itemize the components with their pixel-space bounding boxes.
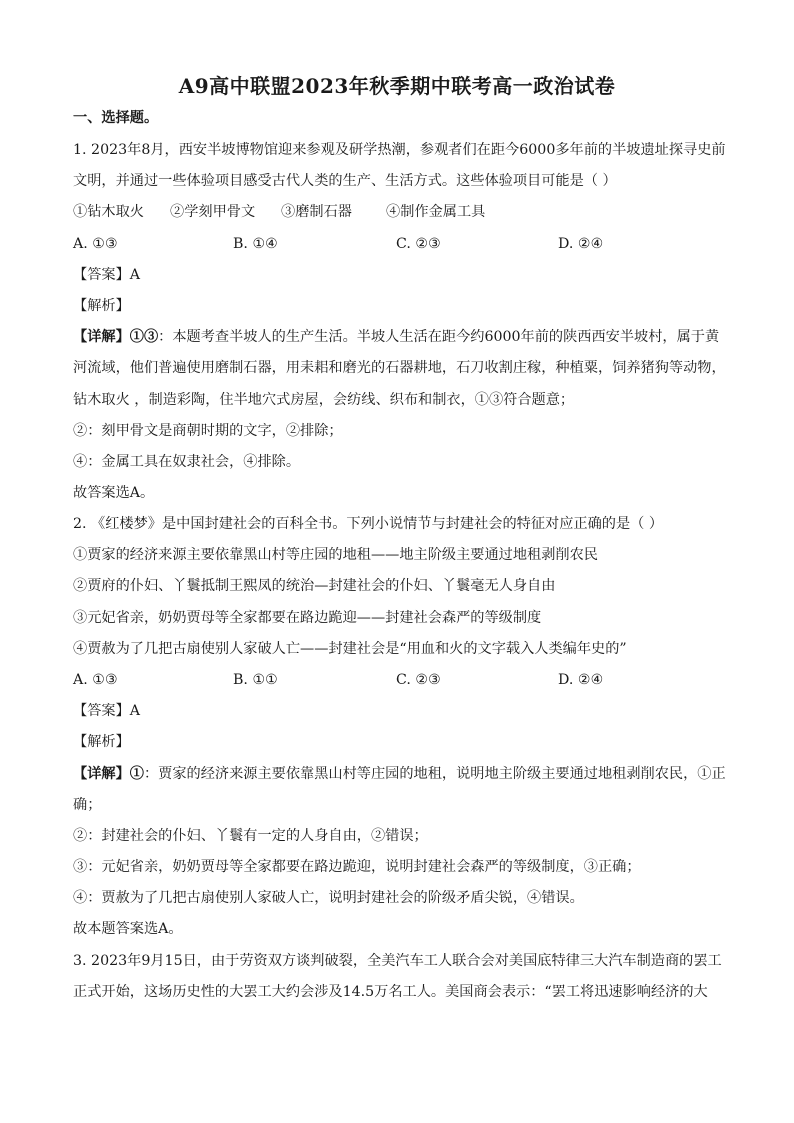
- q2-detail-line-1: [73, 764, 733, 784]
- q1-choice-c: C. ②③: [396, 236, 441, 252]
- q1-item-3: ③磨制石器: [281, 204, 352, 220]
- q2-detail-label: 【详解】①: [73, 766, 144, 782]
- q2-conclusion: 故本题答案选A。: [73, 921, 183, 937]
- q1-analysis-label: 【解析】: [73, 298, 130, 314]
- q2-stem-line-1: 2. 《红楼梦》是中国封建社会的百科全书。下列小说情节与封建社会的特征对应正确的是（ ）: [73, 516, 664, 532]
- q3-stem-line-1: 3. 2023年9月15日，由于劳资双方谈判破裂，全美汽车工人联合会对美国底特律三大汽车制造商的罢工: [73, 953, 722, 969]
- q1-stem-line-2: 文明，并通过一些体验项目感受古代人类的生产、生活方式。这些体验项目可能是（ ）: [73, 173, 617, 189]
- q2-answer: 【答案】A: [73, 703, 140, 719]
- q1-detail-line-5: ④：金属工具在奴隶社会，④排除。: [73, 454, 301, 470]
- q1-choice-b: B. ①④: [233, 236, 278, 252]
- q2-item-1: ①贾家的经济来源主要依靠黑山村等庄园的地租——地主阶级主要通过地租剥削农民: [73, 547, 598, 563]
- q1-conclusion: 故答案选A。: [73, 485, 155, 501]
- q1-stem-line-1: 1. 2023年8月，西安半坡博物馆迎来参观及研学热潮，参观者们在距今6000多年前的半坡遗址探寻史前: [73, 142, 726, 158]
- q2-detail-line-4: ③：元妃省亲，奶奶贾母等全家都要在路边跪迎，说明封建社会森严的等级制度，③正确；: [73, 859, 641, 875]
- q2-item-4: ④贾赦为了几把古扇使别人家破人亡——封建社会是“用血和火的文字载入人类编年史的”: [73, 641, 627, 657]
- q1-detail-line-3: 钻木取火 ，制造彩陶，住半地穴式房屋，会纺线、织布和制衣，①③符合题意；: [73, 392, 575, 408]
- q2-analysis-label: 【解析】: [73, 734, 130, 750]
- q1-detail-label: 【详解】①③: [73, 329, 159, 345]
- q1-item-4: ④制作金属工具: [386, 204, 486, 220]
- q1-choice-a: A. ①③: [73, 236, 118, 252]
- q2-choice-b: B. ①①: [233, 672, 278, 688]
- q2-choice-a: A. ①③: [73, 672, 118, 688]
- q1-item-2: ②学刻甲骨文: [170, 204, 256, 220]
- q2-detail-text: ：贾家的经济来源主要依靠黑山村等庄园的地租，说明地主阶级主要通过地租剥削农民，①正: [143, 766, 726, 782]
- q2-detail-line-5: ④：贾赦为了几把古扇使别人家破人亡，说明封建社会的阶级矛盾尖锐，④错误。: [73, 890, 584, 906]
- q2-detail-line-3: ②：封建社会的仆妇、丫鬟有一定的人身自由，②错误；: [73, 828, 428, 844]
- q1-detail-line-2: 河流域，他们普遍使用磨制石器，用耒耜和磨光的石器耕地，石刀收割庄稼，种植粟，饲养猪狗等动物，: [73, 360, 726, 376]
- q1-detail-line-4: ②：刻甲骨文是商朝时期的文字，②排除；: [73, 423, 343, 439]
- q1-detail-line-1: [73, 327, 733, 347]
- page-title: A9高中联盟2023年秋季期中联考高一政治试卷: [178, 74, 616, 98]
- q2-item-2: ②贾府的仆妇、丫鬟抵制王熙凤的统治—封建社会的仆妇、丫鬟毫无人身自由: [73, 578, 556, 594]
- section-heading: 一、选择题。: [73, 110, 159, 126]
- q1-item-1: ①钻木取火: [73, 204, 144, 220]
- q2-item-3: ③元妃省亲，奶奶贾母等全家都要在路边跪迎——封建社会森严的等级制度: [73, 610, 542, 626]
- q1-answer: 【答案】A: [73, 267, 140, 283]
- q2-choice-d: D. ②④: [558, 672, 604, 688]
- q2-detail-line-2: 确；: [73, 797, 102, 813]
- q2-choice-c: C. ②③: [396, 672, 441, 688]
- q1-choice-d: D. ②④: [558, 236, 604, 252]
- q1-detail-text: ：本题考查半坡人的生产生活。半坡人生活在距今约6000年前的陕西西安半坡村，属于黄: [158, 329, 720, 345]
- q3-stem-line-2: 正式开始，这场历史性的大罢工大约会涉及14.5万名工人。美国商会表示：“罢工将迅速影响经济的大: [73, 984, 708, 1000]
